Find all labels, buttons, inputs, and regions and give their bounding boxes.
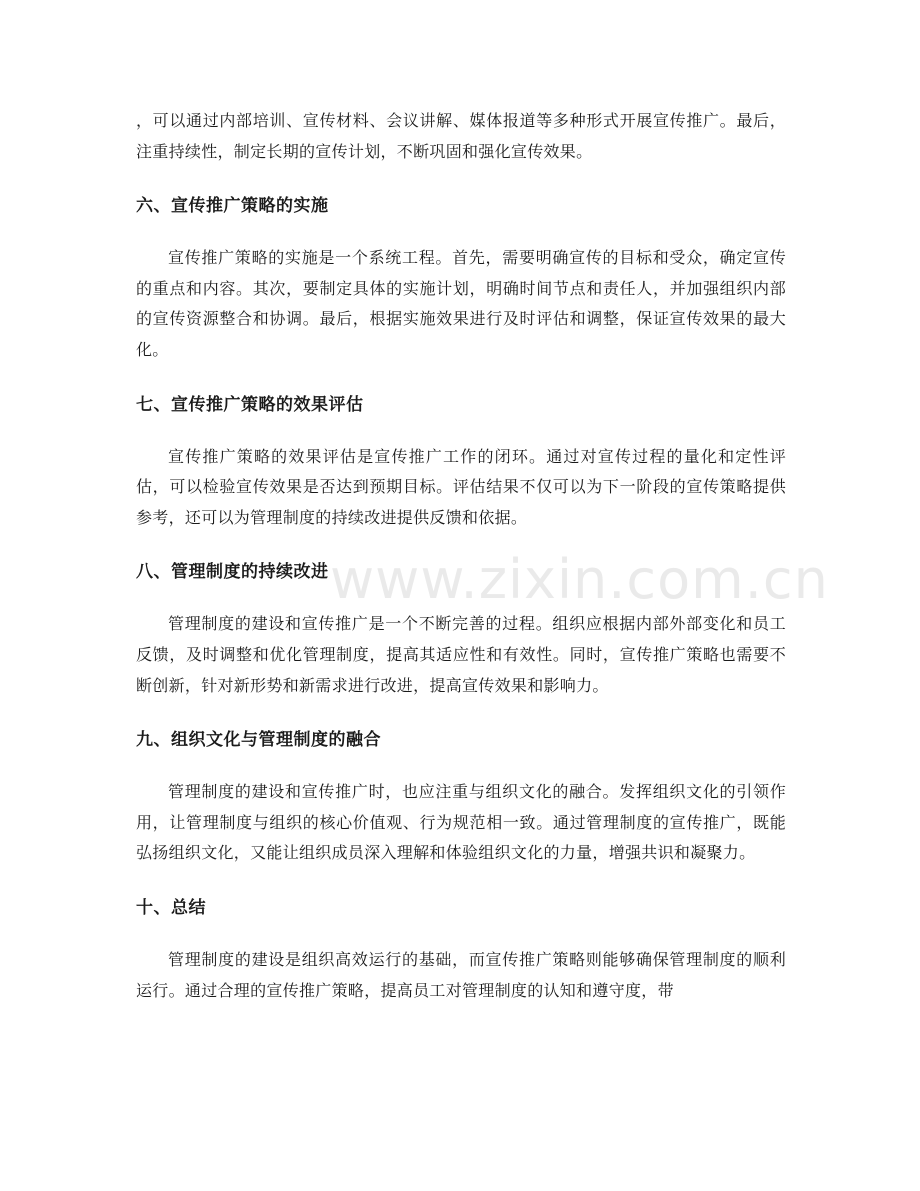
intro-paragraph: ，可以通过内部培训、宣传材料、会议讲解、媒体报道等多种形式开展宣传推广。最后，注重持续性，制定长期的宣传计划，不断巩固和强化宣传效果。	[136, 111, 786, 161]
watermark-text: www.zixin.com.cn	[330, 548, 829, 611]
section-body-9: 管理制度的建设和宣传推广时，也应注重与组织文化的融合。发挥组织文化的引领作用，让管理制度与组织的核心价值观、行为规范相一致。通过管理制度的宣传推广，既能弘扬组织文化，又能让组织成员深入理解和体验组织文化的力量，增强共识和凝聚力。	[136, 782, 786, 863]
section-body-8: 管理制度的建设和宣传推广是一个不断完善的过程。组织应根据内部外部变化和员工反馈，及时调整和优化管理制度，提高其适应性和有效性。同时，宣传推广策略也需要不断创新，针对新形势和新需求进行改进，提高宣传效果和影响力。	[136, 614, 786, 695]
section-heading-8: 八、管理制度的持续改进	[136, 562, 329, 583]
section-heading-6: 六、宣传推广策略的实施	[136, 196, 329, 217]
document-content	[136, 106, 786, 1006]
section-body-10: 管理制度的建设是组织高效运行的基础，而宣传推广策略则能够确保管理制度的顺利运行。通过合理的宣传推广策略，提高员工对管理制度的认知和遵守度，带	[136, 949, 786, 1000]
section-heading-10: 十、总结	[136, 897, 206, 918]
section-heading-9: 九、组织文化与管理制度的融合	[136, 730, 381, 751]
section-body-7: 宣传推广策略的效果评估是宣传推广工作的闭环。通过对宣传过程的量化和定性评估，可以检验宣传效果是否达到预期目标。评估结果不仅可以为下一阶段的宣传策略提供参考，还可以为管理制度的持续改进提供反馈和依据。	[136, 446, 786, 527]
section-heading-7: 七、宣传推广策略的效果评估	[136, 394, 364, 415]
section-body-6: 宣传推广策略的实施是一个系统工程。首先，需要明确宣传的目标和受众，确定宣传的重点和内容。其次，要制定具体的实施计划，明确时间节点和责任人，并加强组织内部的宣传资源整合和协调。最后，根据实施效果进行及时评估和调整，保证宣传效果的最大化。	[136, 248, 786, 359]
